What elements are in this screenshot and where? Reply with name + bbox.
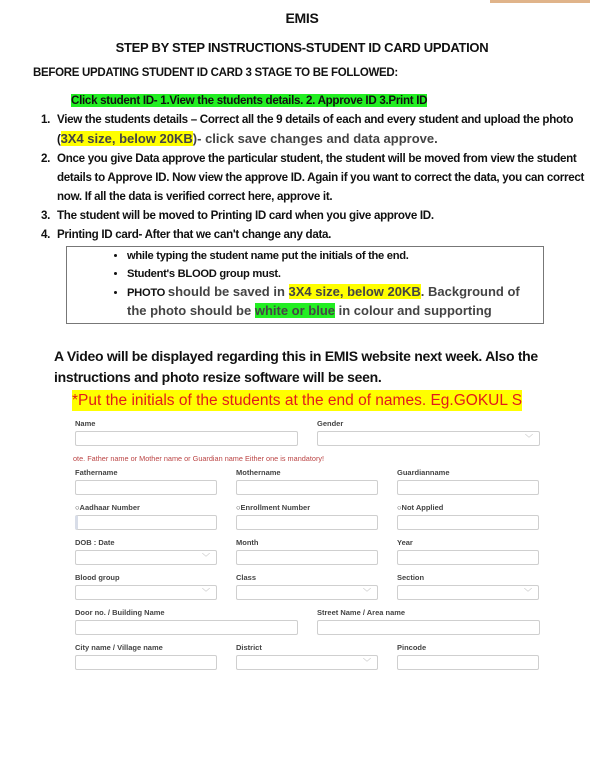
chevron-down-icon: ﹀: [363, 658, 371, 667]
section-select[interactable]: [397, 585, 539, 600]
dob-date-select[interactable]: [75, 550, 217, 565]
step-1: [53, 110, 593, 149]
enrollment-radio[interactable]: ○Enrollment Number: [236, 503, 311, 512]
chevron-down-icon: ﹀: [202, 588, 210, 597]
bullet-3: [127, 283, 535, 321]
street-input[interactable]: [317, 620, 540, 635]
bullet-2: • Student's BLOOD group must.: [127, 265, 535, 283]
mothername-label: Mothername: [236, 468, 281, 477]
step-3: 3. The student will be moved to Printing ID card when you give approve ID.: [53, 206, 593, 225]
dob-date-label: DOB : Date: [75, 538, 115, 547]
before-heading: BEFORE UPDATING STUDENT ID CARD 3 STAGE TO BE FOLLOWED:: [33, 67, 398, 79]
bullet-3-b: should be saved in: [167, 284, 289, 299]
student-form: [75, 419, 540, 670]
door-input[interactable]: [75, 620, 298, 635]
guardianname-label: Guardianname: [397, 468, 450, 477]
mothername-input[interactable]: [236, 480, 378, 495]
section-label: Section: [397, 573, 425, 582]
bullet-3-c: . Background of the photo should be: [127, 284, 520, 318]
name-input[interactable]: [75, 431, 298, 446]
enrollment-label: Enrollment Number: [240, 503, 311, 512]
fathername-label: Fathername: [75, 468, 118, 477]
street-label: Street Name / Area name: [317, 608, 406, 617]
steps-list: [33, 91, 593, 244]
district-label: District: [236, 643, 262, 652]
class-select[interactable]: [236, 585, 378, 600]
not-applied-label: Not Applied: [401, 503, 444, 512]
notes-box: [66, 246, 544, 324]
initials-note: *Put the initials of the students at the end of names. Eg.GOKUL S: [72, 392, 523, 409]
bullet-3-a: PHOTO: [127, 287, 168, 299]
city-label: City name / Village name: [75, 643, 163, 652]
green-instruction: Click student ID- 1.View the students details. 2. Approve ID 3.Print ID: [71, 94, 428, 107]
door-label: Door no. / Building Name: [75, 608, 165, 617]
year-input[interactable]: [397, 550, 539, 565]
step-4: 4. Printing ID card- After that we can't change any data.: [53, 225, 593, 244]
not-applied-radio[interactable]: ○Not Applied: [397, 503, 444, 512]
step-1-text: View the students details – Correct all the 9 details of each and every student and upload the photo (: [57, 113, 574, 146]
step-1-tail: )- click save changes and data approve.: [192, 131, 438, 146]
bullet-3-highlight-2: white or blue: [254, 303, 335, 318]
doc-title: EMIS: [285, 10, 319, 26]
guardianname-input[interactable]: [397, 480, 539, 495]
not-applied-input[interactable]: [397, 515, 539, 530]
month-input[interactable]: [236, 550, 378, 565]
chevron-down-icon: ﹀: [202, 553, 210, 562]
pincode-label: Pincode: [397, 643, 427, 652]
aadhaar-label: Aadhaar Number: [79, 503, 140, 512]
fathername-input[interactable]: [75, 480, 217, 495]
video-note: A Video will be displayed regarding this in EMIS website next week. Also the instructions and photo resize software will be seen.: [54, 348, 538, 385]
chevron-down-icon: ﹀: [524, 588, 532, 597]
city-input[interactable]: [75, 655, 217, 670]
step-2: 2. Once you give Data approve the particular student, the student will be moved from view the student details to Approve ID. Now view the approve ID. Again if you want to correct the data, you can correct now. If all the data is verified correct here, approve it.: [53, 149, 593, 206]
month-label: Month: [236, 538, 259, 547]
doc-subtitle: STEP BY STEP INSTRUCTIONS-STUDENT ID CARD UPDATION: [115, 40, 489, 55]
bullet-1: • while typing the student name put the initials of the end.: [127, 247, 535, 265]
gender-select[interactable]: [317, 431, 540, 446]
pincode-input[interactable]: [397, 655, 539, 670]
aadhaar-input[interactable]: [75, 515, 217, 530]
class-label: Class: [236, 573, 257, 582]
year-label: Year: [397, 538, 413, 547]
district-select[interactable]: [236, 655, 378, 670]
blood-group-select[interactable]: [75, 585, 217, 600]
bullet-3-d: in colour and supporting: [335, 303, 492, 318]
step-1-highlight: 3X4 size, below 20KB: [60, 131, 193, 146]
aadhaar-radio[interactable]: ○Aadhaar Number: [75, 503, 140, 512]
name-label: Name: [75, 419, 96, 428]
blood-group-label: Blood group: [75, 573, 120, 582]
chevron-down-icon: ﹀: [525, 434, 533, 443]
gender-label: Gender: [317, 419, 344, 428]
bullet-3-highlight: 3X4 size, below 20KB: [288, 284, 421, 299]
mandatory-note: ote. Father name or Mother name or Guardian name Either one is mandatory!: [73, 454, 325, 463]
chevron-down-icon: ﹀: [363, 588, 371, 597]
enrollment-input[interactable]: [236, 515, 378, 530]
top-edge-bar: [490, 0, 590, 3]
